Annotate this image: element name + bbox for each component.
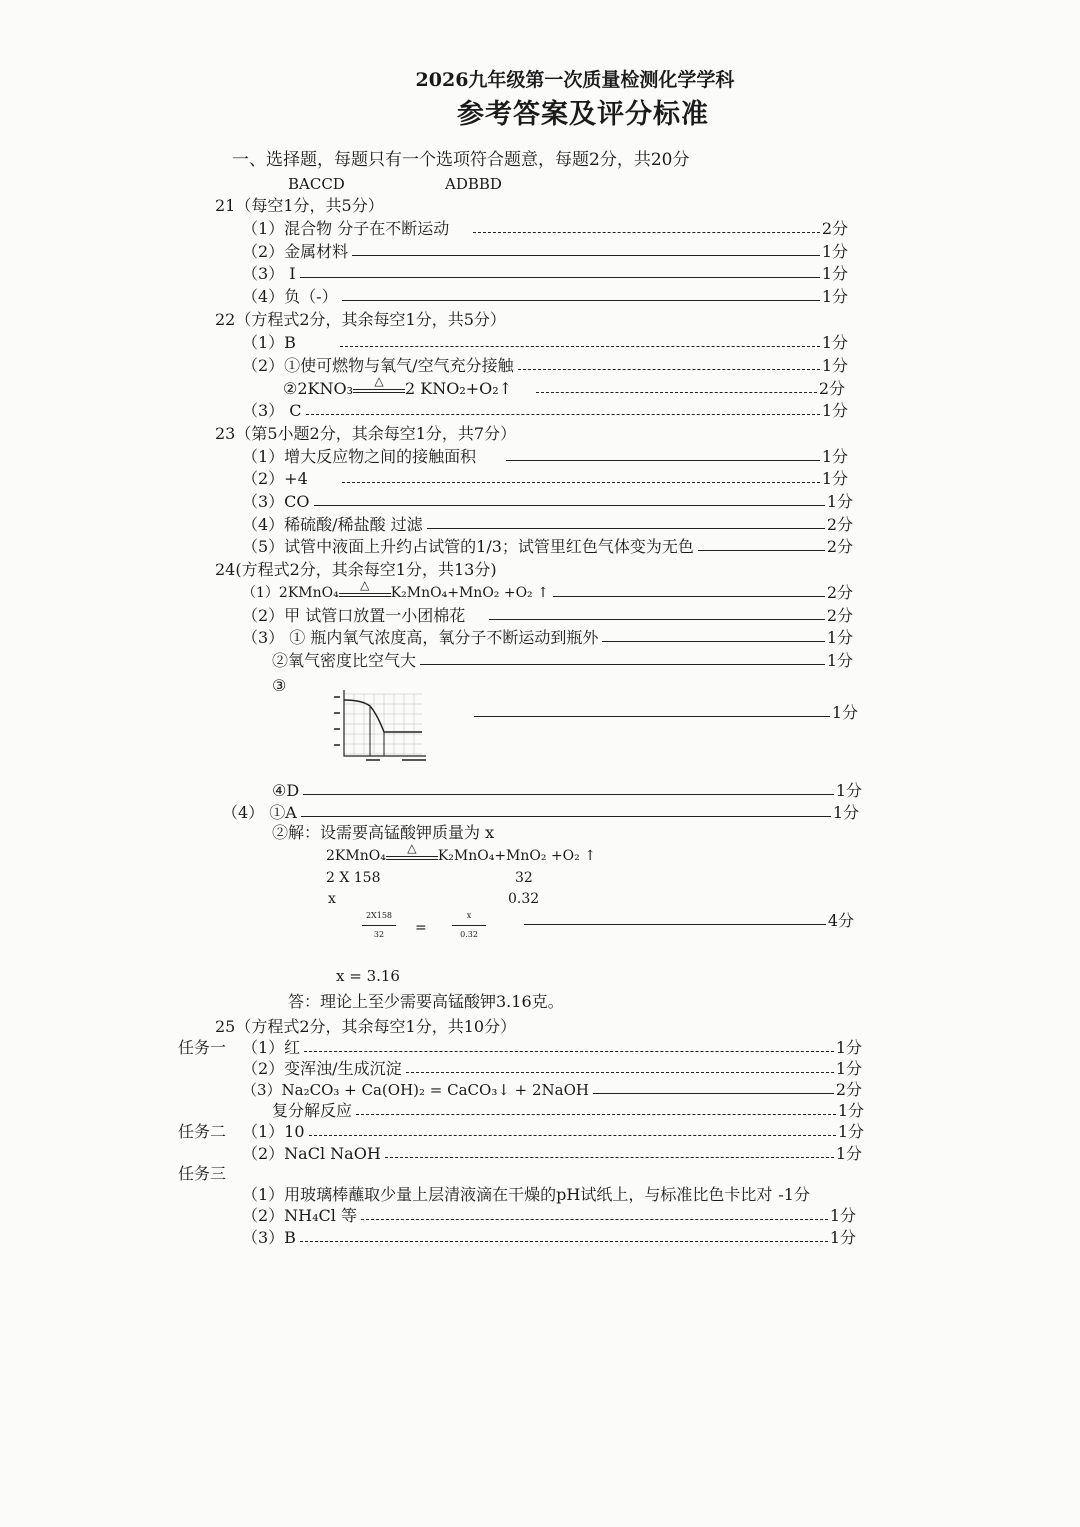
score: 1分 (837, 1122, 864, 1141)
answer-text: （4） ①A (222, 803, 297, 822)
answer-row (242, 1206, 856, 1226)
answer-row (272, 1101, 864, 1121)
score: 1分 (821, 447, 848, 466)
score: 2分 (826, 537, 853, 556)
score: 1分 (831, 703, 858, 722)
answer-row (242, 492, 853, 512)
answer-row (242, 447, 848, 467)
answer-text: （1）增大反应物之间的接触面积 (242, 447, 477, 466)
document-subtitle: 参考答案及评分标准 (457, 99, 709, 130)
answer-row (242, 1228, 856, 1248)
calc-intro: ②解：设需要高锰酸钾质量为 x (272, 823, 495, 842)
fraction-left (362, 910, 396, 941)
document-title: 2026九年级第一次质量检测化学学科 (415, 69, 735, 91)
score: -1分 (778, 1185, 810, 1204)
answer-row (242, 1059, 862, 1079)
leader-line (473, 232, 820, 233)
answer-row (242, 606, 853, 626)
equation-products: K₂MnO₄+MnO₂ +O₂ ↑ (390, 585, 549, 601)
answer-text: （3） C (242, 401, 302, 420)
answer-row (242, 242, 848, 262)
q23-heading: 23（第5小题2分，其余每空1分，共7分） (215, 424, 517, 443)
delta-icon: △ (360, 578, 370, 592)
leader-line (602, 641, 824, 642)
answer-row (470, 703, 858, 723)
score: 1分 (821, 287, 848, 306)
equation-reactant: 2KMnO₄ (326, 848, 386, 864)
score: 1分 (835, 1059, 862, 1078)
answer-text: （2）甲 试管口放置一小团棉花 (242, 606, 466, 625)
score: 2分 (818, 379, 845, 398)
score: 2分 (826, 515, 853, 534)
answer-row (283, 374, 845, 399)
score: 1分 (829, 1206, 856, 1225)
leader-line (698, 550, 825, 551)
leader-line (314, 505, 825, 506)
equation-products: 2 KNO₂+O₂↑ (405, 379, 513, 398)
answer-row (242, 356, 848, 376)
leader-line (361, 1219, 828, 1220)
score: 1分 (821, 333, 848, 352)
score: 1分 (837, 1101, 864, 1120)
answer-text: （2）+4 (242, 469, 308, 488)
answer-row (242, 1122, 864, 1142)
answer-text: （1）红 (242, 1038, 301, 1057)
leader-line (553, 596, 825, 597)
answer-text: （3） ① 瓶内氧气浓度高，氧分子不断运动到瓶外 (242, 628, 599, 647)
leader-line (340, 346, 820, 347)
answer-row (272, 781, 862, 801)
denominator: 32 (373, 930, 385, 939)
answer-text: （2）NH₄Cl 等 (242, 1206, 357, 1225)
leader-line (309, 1135, 836, 1136)
heating-condition (386, 841, 438, 866)
answer-text: （4）负（-） (242, 287, 338, 306)
leader-line (342, 300, 820, 301)
answer-row (242, 628, 853, 648)
heating-condition (353, 374, 405, 399)
score: 2分 (835, 1080, 862, 1099)
answer-text: （3）Na₂CO₃ + Ca(OH)₂ = CaCO₃↓ + 2NaOH (242, 1081, 590, 1099)
answer-text: （2）变浑浊/生成沉淀 (242, 1059, 402, 1078)
leader-line (303, 794, 834, 795)
sub-item-label: ③ (272, 676, 287, 695)
score: 1分 (826, 628, 853, 647)
equals-sign: = (415, 920, 427, 936)
answer-row (242, 537, 853, 557)
score: 1分 (821, 356, 848, 375)
leader-line (506, 460, 820, 461)
leader-line (518, 369, 820, 370)
answer-text: （5）试管中液面上升约占试管的1/3；试管里红色气体变为无色 (242, 537, 694, 556)
score: 1分 (835, 1038, 862, 1057)
answer-text: （1）用玻璃棒蘸取少量上层清液滴在干燥的pH试纸上，与标准比色卡比对 (242, 1185, 773, 1204)
answer-row (242, 264, 848, 284)
molar-mass-left: 2 X 158 (326, 870, 381, 886)
calc-answer: 答：理论上至少需要高锰酸钾3.16克。 (288, 992, 564, 1011)
equation-reactant: ②2KNO₃ (283, 379, 354, 398)
answer-text: （3） I (242, 264, 296, 283)
q25-heading: 25（方程式2分，其余每空1分，共10分） (215, 1017, 517, 1036)
score: 1分 (832, 803, 859, 822)
q21-heading: 21（每空1分，共5分） (215, 196, 384, 215)
answer-row (242, 1038, 862, 1058)
answer-row (222, 803, 859, 823)
score: 2分 (826, 606, 853, 625)
leader-line (489, 619, 825, 620)
score: 1分 (835, 781, 862, 800)
answer-row (242, 578, 853, 603)
score: 1分 (821, 401, 848, 420)
q24-heading: 24(方程式2分，其余每空1分，共13分) (215, 560, 497, 579)
answer-text: 复分解反应 (272, 1101, 353, 1120)
leader-line (593, 1093, 834, 1094)
calc-result: x = 3.16 (336, 967, 400, 985)
leader-line (474, 716, 830, 717)
delta-icon: △ (407, 841, 417, 855)
score: 1分 (821, 264, 848, 283)
answer-text: （3）B (242, 1228, 296, 1247)
leader-line (352, 255, 820, 256)
answer-row (242, 219, 848, 239)
leader-line (385, 1157, 834, 1158)
answer-text: （2）金属材料 (242, 242, 349, 261)
answer-row (242, 515, 853, 535)
answer-row (242, 333, 848, 353)
answer-row (242, 469, 848, 489)
leader-line (306, 414, 820, 415)
task-3-label: 任务三 (178, 1164, 227, 1183)
leader-line (300, 1241, 828, 1242)
answer-text: （1）混合物 分子在不断运动 (242, 219, 450, 238)
answer-text: （3）CO (242, 492, 310, 511)
leader-line (356, 1114, 836, 1115)
numerator: x (466, 911, 472, 920)
unknown-mass: x (328, 891, 336, 907)
score: 2分 (821, 219, 848, 238)
score: 1分 (821, 242, 848, 261)
answer-text: （1）10 (242, 1122, 305, 1141)
leader-line (304, 1051, 834, 1052)
leader-line (536, 392, 817, 393)
answer-row (272, 651, 853, 671)
section-heading: 一、选择题，每题只有一个选项符合题意，每题2分，共20分 (232, 150, 690, 170)
task-2-label: 任务二 (178, 1122, 227, 1141)
answer-text: （2）①使可燃物与氧气/空气充分接触 (242, 356, 514, 375)
oxygen-concentration-graph (332, 688, 432, 766)
leader-line (301, 816, 831, 817)
fraction-right (452, 910, 486, 941)
equation-products: K₂MnO₄+MnO₂ +O₂ ↑ (437, 848, 596, 864)
heating-condition (339, 578, 391, 603)
answer-text: ②氧气密度比空气大 (272, 651, 417, 670)
answer-row (242, 287, 848, 307)
leader-line (524, 924, 826, 925)
q22-heading: 22（方程式2分，其余每空1分，共5分） (215, 310, 506, 329)
leader-line (300, 277, 820, 278)
answer-row (242, 1080, 862, 1100)
leader-line (406, 1072, 834, 1073)
answer-text: （4）稀硫酸/稀盐酸 过滤 (242, 515, 423, 534)
delta-icon: △ (374, 374, 384, 388)
molar-mass-right: 32 (515, 870, 533, 886)
leader-line (427, 528, 825, 529)
answer-text: （2）NaCl NaOH (242, 1144, 381, 1163)
leader-line (342, 482, 820, 483)
answer-row (520, 911, 854, 931)
score: 2分 (826, 583, 853, 602)
score: 1分 (835, 1144, 862, 1163)
score: 1分 (826, 651, 853, 670)
score: 1分 (829, 1228, 856, 1247)
answer-text: （1）B (242, 333, 296, 352)
answers-6-10: ADBBD (445, 175, 502, 193)
numerator: 2X158 (365, 911, 393, 920)
calc-equation (326, 841, 596, 866)
answer-text: ④D (272, 781, 300, 800)
score: 1分 (821, 469, 848, 488)
denominator: 0.32 (460, 930, 478, 939)
answer-row (242, 1144, 862, 1164)
answer-row (242, 401, 848, 421)
answer-row (242, 1185, 892, 1205)
oxygen-mass: 0.32 (508, 891, 540, 907)
leader-line (420, 664, 825, 665)
task-1-label: 任务一 (178, 1038, 227, 1057)
score: 1分 (826, 492, 853, 511)
score: 4分 (827, 911, 854, 930)
equation-reactant: （1）2KMnO₄ (242, 585, 339, 601)
answers-1-5: BACCD (288, 175, 345, 193)
